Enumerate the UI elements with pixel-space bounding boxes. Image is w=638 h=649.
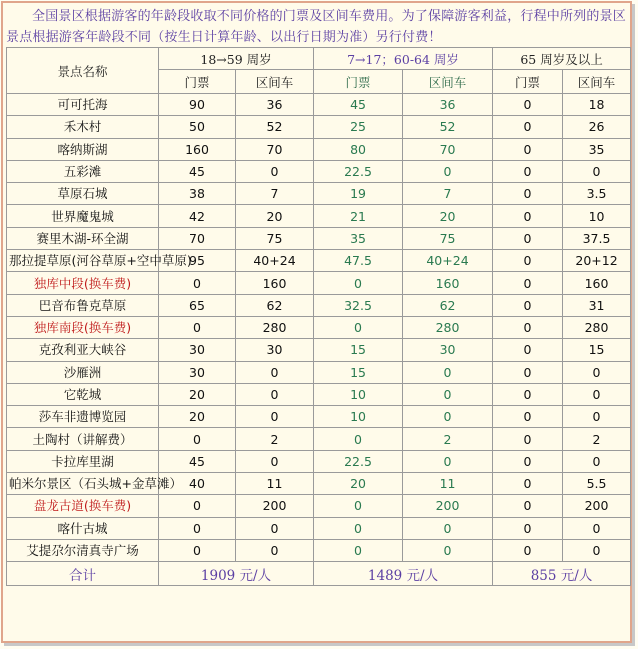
adult-ticket-cell: 42	[159, 205, 236, 227]
site-name-cell: 帕米尔景区（石头城+金草滩）	[7, 473, 159, 495]
elder-bus-cell: 35	[563, 138, 631, 160]
adult-ticket-cell: 90	[159, 94, 236, 116]
elder-ticket-cell: 0	[493, 406, 563, 428]
header-row-groups	[7, 48, 631, 70]
youth-ticket-cell: 0	[314, 272, 403, 294]
adult-ticket-cell: 70	[159, 227, 236, 249]
elder-ticket-cell: 0	[493, 428, 563, 450]
youth-bus-cell: 40+24	[403, 250, 493, 272]
adult-ticket-cell: 160	[159, 138, 236, 160]
site-name-cell: 独库中段(换车费)	[7, 272, 159, 294]
youth-bus-cell: 0	[403, 450, 493, 472]
elder-bus-cell: 18	[563, 94, 631, 116]
youth-bus-cell: 0	[403, 361, 493, 383]
elder-ticket-cell: 0	[493, 227, 563, 249]
elder-bus-cell: 26	[563, 116, 631, 138]
table-row	[7, 406, 631, 428]
table-row	[7, 428, 631, 450]
adult-bus-cell: 11	[236, 473, 314, 495]
table-row	[7, 383, 631, 405]
table-row	[7, 450, 631, 472]
elder-bus-cell: 160	[563, 272, 631, 294]
youth-bus-cell: 7	[403, 183, 493, 205]
youth-ticket-cell: 22.5	[314, 450, 403, 472]
adult-ticket-cell: 0	[159, 428, 236, 450]
table-row	[7, 473, 631, 495]
adult-ticket-cell: 45	[159, 160, 236, 182]
youth-ticket-cell: 80	[314, 138, 403, 160]
site-name-cell: 草原石城	[7, 183, 159, 205]
elder-ticket-cell: 0	[493, 94, 563, 116]
adult-ticket-cell: 20	[159, 383, 236, 405]
table-row	[7, 539, 631, 561]
adult-bus-cell: 36	[236, 94, 314, 116]
fee-table	[6, 47, 631, 586]
adult-bus-cell: 280	[236, 316, 314, 338]
youth-ticket-cell: 25	[314, 116, 403, 138]
adult-bus-cell: 30	[236, 339, 314, 361]
site-name-cell: 禾木村	[7, 116, 159, 138]
total-youth-senior: 1489 元/人	[314, 562, 493, 586]
youth-bus-cell: 200	[403, 495, 493, 517]
sub-header-bus: 区间车	[236, 70, 314, 94]
site-name-cell: 喀什古城	[7, 517, 159, 539]
adult-ticket-cell: 0	[159, 539, 236, 561]
youth-ticket-cell: 10	[314, 383, 403, 405]
youth-bus-cell: 70	[403, 138, 493, 160]
table-row	[7, 272, 631, 294]
adult-bus-cell: 0	[236, 539, 314, 561]
sub-header-ticket: 门票	[159, 70, 236, 94]
site-name-header: 景点名称	[7, 48, 159, 94]
adult-bus-cell: 200	[236, 495, 314, 517]
youth-bus-cell: 280	[403, 316, 493, 338]
total-adult: 1909 元/人	[159, 562, 314, 586]
adult-bus-cell: 70	[236, 138, 314, 160]
table-row	[7, 495, 631, 517]
adult-bus-cell: 2	[236, 428, 314, 450]
youth-ticket-cell: 10	[314, 406, 403, 428]
adult-bus-cell: 75	[236, 227, 314, 249]
table-row	[7, 227, 631, 249]
elder-ticket-cell: 0	[493, 383, 563, 405]
total-elder: 855 元/人	[493, 562, 631, 586]
site-name-cell: 赛里木湖-环全湖	[7, 227, 159, 249]
adult-ticket-cell: 0	[159, 316, 236, 338]
adult-ticket-cell: 0	[159, 495, 236, 517]
table-row	[7, 361, 631, 383]
youth-ticket-cell: 0	[314, 517, 403, 539]
elder-ticket-cell: 0	[493, 539, 563, 561]
elder-ticket-cell: 0	[493, 316, 563, 338]
table-row	[7, 517, 631, 539]
youth-bus-cell: 20	[403, 205, 493, 227]
youth-bus-cell: 2	[403, 428, 493, 450]
elder-bus-cell: 15	[563, 339, 631, 361]
elder-bus-cell: 0	[563, 450, 631, 472]
table-row	[7, 94, 631, 116]
youth-bus-cell: 160	[403, 272, 493, 294]
youth-bus-cell: 36	[403, 94, 493, 116]
elder-ticket-cell: 0	[493, 339, 563, 361]
adult-ticket-cell: 38	[159, 183, 236, 205]
youth-bus-cell: 30	[403, 339, 493, 361]
site-name-cell: 艾提尕尔清真寺广场	[7, 539, 159, 561]
table-row	[7, 339, 631, 361]
adult-ticket-cell: 20	[159, 406, 236, 428]
elder-ticket-cell: 0	[493, 250, 563, 272]
sub-header-bus: 区间车	[563, 70, 631, 94]
site-name-cell: 喀纳斯湖	[7, 138, 159, 160]
sub-header-ticket: 门票	[493, 70, 563, 94]
elder-ticket-cell: 0	[493, 205, 563, 227]
adult-bus-cell: 0	[236, 361, 314, 383]
youth-bus-cell: 0	[403, 517, 493, 539]
site-name-cell: 巴音布鲁克草原	[7, 294, 159, 316]
table-row	[7, 205, 631, 227]
adult-bus-cell: 0	[236, 160, 314, 182]
elder-bus-cell: 10	[563, 205, 631, 227]
youth-bus-cell: 0	[403, 539, 493, 561]
site-name-cell: 五彩滩	[7, 160, 159, 182]
elder-bus-cell: 0	[563, 406, 631, 428]
site-name-cell: 可可托海	[7, 94, 159, 116]
youth-ticket-cell: 45	[314, 94, 403, 116]
sub-header-bus: 区间车	[403, 70, 493, 94]
youth-ticket-cell: 20	[314, 473, 403, 495]
youth-ticket-cell: 0	[314, 428, 403, 450]
elder-bus-cell: 200	[563, 495, 631, 517]
adult-ticket-cell: 30	[159, 339, 236, 361]
site-name-cell: 世界魔鬼城	[7, 205, 159, 227]
adult-ticket-cell: 0	[159, 517, 236, 539]
elder-ticket-cell: 0	[493, 183, 563, 205]
elder-bus-cell: 0	[563, 361, 631, 383]
total-row	[7, 562, 631, 586]
elder-ticket-cell: 0	[493, 361, 563, 383]
adult-ticket-cell: 50	[159, 116, 236, 138]
table-row	[7, 294, 631, 316]
elder-bus-cell: 0	[563, 383, 631, 405]
table-row	[7, 160, 631, 182]
youth-ticket-cell: 22.5	[314, 160, 403, 182]
youth-ticket-cell: 0	[314, 539, 403, 561]
adult-bus-cell: 0	[236, 406, 314, 428]
adult-ticket-cell: 65	[159, 294, 236, 316]
elder-ticket-cell: 0	[493, 160, 563, 182]
table-row	[7, 250, 631, 272]
youth-ticket-cell: 0	[314, 495, 403, 517]
adult-ticket-cell: 40	[159, 473, 236, 495]
youth-ticket-cell: 0	[314, 316, 403, 338]
youth-bus-cell: 75	[403, 227, 493, 249]
youth-ticket-cell: 47.5	[314, 250, 403, 272]
site-name-cell: 莎车非遗博览园	[7, 406, 159, 428]
table-row	[7, 316, 631, 338]
adult-bus-cell: 40+24	[236, 250, 314, 272]
total-label: 合计	[7, 562, 159, 586]
youth-ticket-cell: 21	[314, 205, 403, 227]
elder-ticket-cell: 0	[493, 473, 563, 495]
elder-bus-cell: 3.5	[563, 183, 631, 205]
adult-ticket-cell: 45	[159, 450, 236, 472]
site-name-cell: 那拉提草原(河谷草原+空中草原)	[7, 250, 159, 272]
adult-bus-cell: 62	[236, 294, 314, 316]
adult-bus-cell: 20	[236, 205, 314, 227]
youth-ticket-cell: 15	[314, 361, 403, 383]
elder-ticket-cell: 0	[493, 138, 563, 160]
elder-bus-cell: 280	[563, 316, 631, 338]
youth-ticket-cell: 19	[314, 183, 403, 205]
site-name-cell: 盘龙古道(换车费)	[7, 495, 159, 517]
youth-bus-cell: 0	[403, 406, 493, 428]
adult-bus-cell: 7	[236, 183, 314, 205]
elder-ticket-cell: 0	[493, 495, 563, 517]
table-row	[7, 116, 631, 138]
elder-ticket-cell: 0	[493, 517, 563, 539]
adult-bus-cell: 160	[236, 272, 314, 294]
site-name-cell: 土陶村（讲解费）	[7, 428, 159, 450]
elder-bus-cell: 31	[563, 294, 631, 316]
sub-header-ticket: 门票	[314, 70, 403, 94]
youth-bus-cell: 62	[403, 294, 493, 316]
elder-ticket-cell: 0	[493, 272, 563, 294]
youth-ticket-cell: 15	[314, 339, 403, 361]
elder-bus-cell: 37.5	[563, 227, 631, 249]
adult-ticket-cell: 0	[159, 272, 236, 294]
site-name-cell: 它乾城	[7, 383, 159, 405]
adult-bus-cell: 0	[236, 450, 314, 472]
adult-ticket-cell: 30	[159, 361, 236, 383]
group-header-youth-senior: 7→17；60-64 周岁	[314, 48, 493, 70]
youth-bus-cell: 52	[403, 116, 493, 138]
elder-bus-cell: 20+12	[563, 250, 631, 272]
table-row	[7, 183, 631, 205]
adult-bus-cell: 0	[236, 383, 314, 405]
elder-ticket-cell: 0	[493, 294, 563, 316]
site-name-cell: 卡拉库里湖	[7, 450, 159, 472]
site-name-cell: 克孜利亚大峡谷	[7, 339, 159, 361]
elder-bus-cell: 0	[563, 160, 631, 182]
elder-bus-cell: 0	[563, 517, 631, 539]
adult-ticket-cell: 95	[159, 250, 236, 272]
age-fee-notice: 全国景区根据游客的年龄段收取不同价格的门票及区间车费用。为了保障游客利益，行程中所列的景区景点根据游客年龄段不同（按生日计算年龄、以出行日期为准）另行付费！	[6, 9, 627, 45]
table-row	[7, 138, 631, 160]
group-header-adult: 18→59 周岁	[159, 48, 314, 70]
elder-bus-cell: 0	[563, 539, 631, 561]
elder-ticket-cell: 0	[493, 450, 563, 472]
site-name-cell: 沙雁洲	[7, 361, 159, 383]
elder-bus-cell: 2	[563, 428, 631, 450]
elder-ticket-cell: 0	[493, 116, 563, 138]
site-name-cell: 独库南段(换车费)	[7, 316, 159, 338]
youth-bus-cell: 11	[403, 473, 493, 495]
adult-bus-cell: 52	[236, 116, 314, 138]
adult-bus-cell: 0	[236, 517, 314, 539]
elder-bus-cell: 5.5	[563, 473, 631, 495]
youth-ticket-cell: 32.5	[314, 294, 403, 316]
youth-bus-cell: 0	[403, 383, 493, 405]
group-header-elder: 65 周岁及以上	[493, 48, 631, 70]
youth-ticket-cell: 35	[314, 227, 403, 249]
youth-bus-cell: 0	[403, 160, 493, 182]
fee-table-body	[7, 94, 631, 562]
